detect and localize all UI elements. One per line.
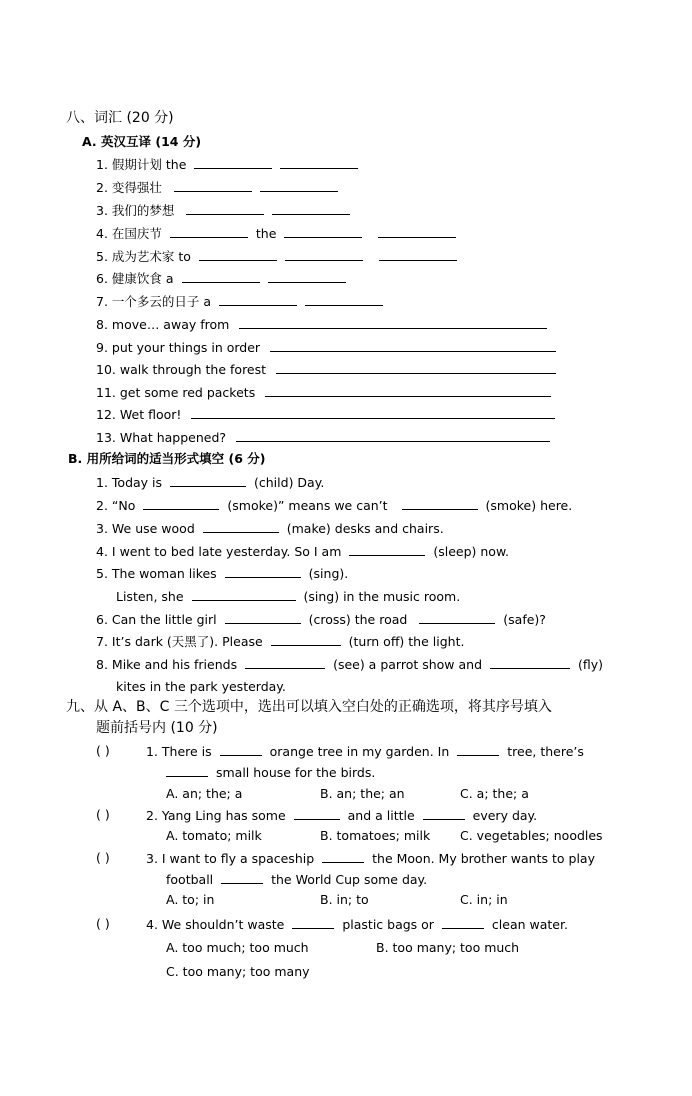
part-a-item-7: 7. 一个多云的日子 a [96,293,383,310]
question-4-line1: 4. We shouldn’t waste plastic bags or clean water. [146,917,568,932]
question-2-option-c: C. vegetables; noodles [460,828,603,843]
part-b-item-6: 6. Can the little girl (cross) the road (safe)? [96,612,546,627]
question-4-option-b: B. too many; too much [376,940,520,955]
question-3-bracket: ( ) [96,850,110,865]
part-a-item-12: 12. Wet floor! [96,406,555,423]
part-b-item-8-continued: kites in the park yesterday. [116,679,286,694]
question-2-option-a: A. tomato; milk [166,828,262,843]
part-a-item-6: 6. 健康饮食 a [96,270,346,287]
question-4-option-a: A. too much; too much [166,940,309,955]
question-3-option-a: A. to; in [166,892,215,907]
question-3-option-c: C. in; in [460,892,508,907]
part-b-item-3: 3. We use wood (make) desks and chairs. [96,521,444,536]
question-4-bracket: ( ) [96,916,110,931]
part-b-item-5-continued: Listen, she (sing) in the music room. [116,589,461,604]
part-b-item-4: 4. I went to bed late yesterday. So I am (sleep) now. [96,544,509,559]
question-3-line1: 3. I want to fly a spaceship the Moon. My brother wants to play [146,851,595,866]
part-b-item-8: 8. Mike and his friends (see) a parrot show and (fly) [96,657,604,672]
question-3-option-b: B. in; to [320,892,369,907]
part-a-title: A. 英汉互译 (14 分) [82,134,202,149]
part-a-item-11: 11. get some red packets [96,384,551,401]
question-2-option-b: B. tomatoes; milk [320,828,431,843]
question-1-option-a: A. an; the; a [166,786,243,801]
section-9-title-line1: 九、从 A、B、C 三个选项中，选出可以填入空白处的正确选项，将其序号填入 [66,699,552,715]
part-b-title: B. 用所给词的适当形式填空 (6 分) [68,451,266,466]
question-3-line2: football the World Cup some day. [166,872,428,887]
part-b-item-1: 1. Today is (child) Day. [96,475,325,490]
question-1-line1: 1. There is orange tree in my garden. In tree, there’s [146,744,584,759]
part-a-item-5: 5. 成为艺术家 to [96,248,457,265]
part-a-item-13: 13. What happened? [96,429,550,446]
part-a-item-2: 2. 变得强壮 [96,179,338,196]
section-9-title-line2: 题前括号内 (10 分) [96,720,218,736]
question-1-option-c: C. a; the; a [460,786,529,801]
question-2-line1: 2. Yang Ling has some and a little every day. [146,808,538,823]
part-a-item-10: 10. walk through the forest [96,361,556,378]
part-a-item-4: 4. 在国庆节 the [96,225,456,242]
question-1-line2: small house for the birds. [166,764,375,781]
part-a-item-3: 3. 我们的梦想 [96,202,350,219]
part-b-item-7: 7. It’s dark (天黑了). Please (turn off) the light. [96,634,465,649]
question-1-option-b: B. an; the; an [320,786,405,801]
section-8-title: 八、词汇 (20 分) [66,110,174,126]
question-2-bracket: ( ) [96,807,110,822]
question-1-bracket: ( ) [96,743,110,758]
part-a-item-8: 8. move… away from [96,316,547,333]
question-4-option-c: C. too many; too many [166,964,310,979]
part-b-item-2: 2. “No (smoke)” means we can’t (smoke) here. [96,498,573,513]
part-a-item-1: 1. 假期计划 the [96,156,358,173]
part-b-item-5: 5. The woman likes (sing). [96,566,349,581]
part-a-item-9: 9. put your things in order [96,339,556,356]
